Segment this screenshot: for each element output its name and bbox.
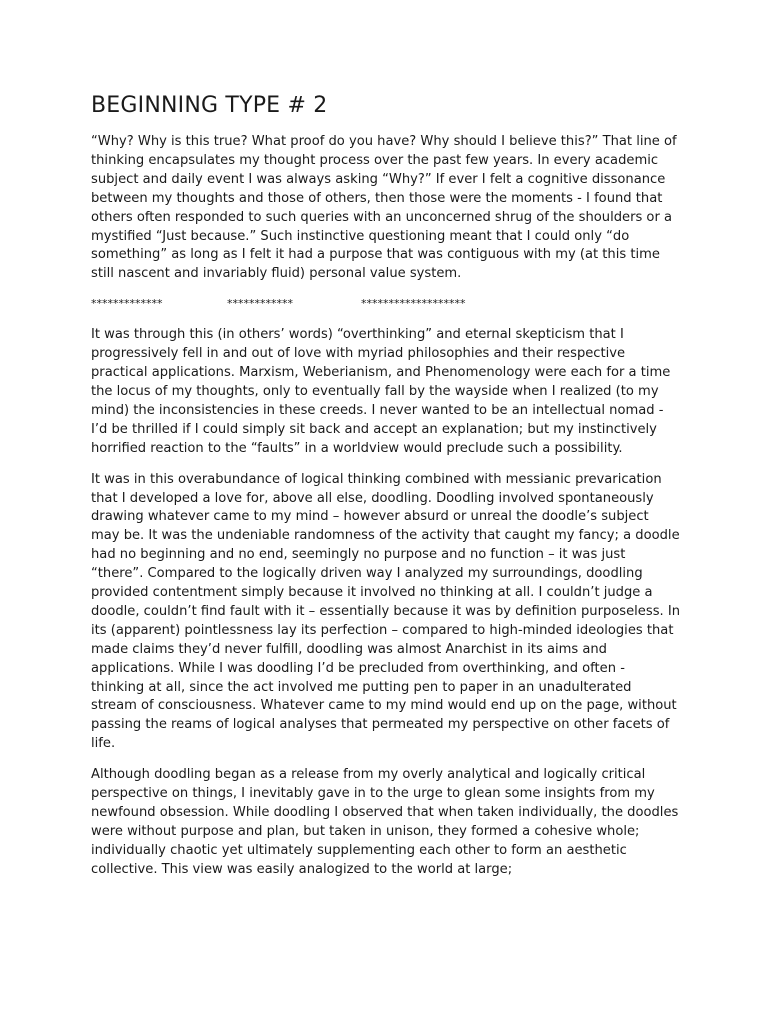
document-title: BEGINNING TYPE # 2	[91, 93, 328, 118]
paragraph-1: “Why? Why is this true? What proof do you have? Why should I believe this?” That line of thinking encapsulates my thought process over the past few years. In every academic subject and daily event I was always asking “Why?” If ever I felt a cognitive dissonance between my thoughts and those of others, then those were the moments - I found that others often responded to such queries with an unconcerned shrug of the shoulders or a mystified “Just because.” Such instinctive questioning meant that I could only “do something” as long as I felt it had a purpose that was contiguous with my (at this time still nascent and invariably fluid) personal value system.	[91, 134, 677, 282]
paragraph-2: It was through this (in others’ words) “overthinking” and eternal skepticism that I progressively fell in and out of love with myriad philosophies and their respective practical applications. Marxism, Weberianism, and Phenomenology were each for a time the locus of my thoughts, only to eventually fall by the wayside when I realized (to my mind) the inconsistencies in these creeds. I never wanted to be an intellectual nomad - I’d be thrilled if I could simply sit back and accept an explanation; but my instinctively horrified reaction to the “faults” in a worldview would preclude such a possibility.	[91, 327, 671, 456]
paragraph-4: Although doodling began as a release from my overly analytical and logically critical perspective on things, I inevitably gave in to the urge to glean some insights from my newfound obsession. While doodling I observed that when taken individually, the doodles were without purpose and plan, but taken in unison, they formed a cohesive whole; individually chaotic yet ultimately supplementing each other to form an aesthetic collective. This view was easily analogized to the world at large;	[91, 767, 679, 877]
separator-part-2: ************	[227, 297, 293, 311]
separator-part-1: *************	[91, 297, 163, 311]
document-page	[91, 91, 681, 892]
separator-part-3: *******************	[361, 297, 466, 311]
paragraph-3: It was in this overabundance of logical thinking combined with messianic prevarication that I developed a love for, above all else, doodling. Doodling involved spontaneously drawing whatever came to my mind – however absurd or unreal the doodle’s subject may be. It was the undeniable randomness of the activity that caught my fancy; a doodle had no beginning and no end, seemingly no purpose and no function – it was just “there”. Compared to the logically driven way I analyzed my surroundings, doodling provided contentment simply because it involved no thinking at all. I couldn’t judge a doodle, couldn’t find fault with it – essentially because it was by definition purposeless. In its (apparent) pointlessness lay its perfection – compared to high-minded ideologies that made claims they’d never fulfill, doodling was almost Anarchist in its aims and applications. While I was doodling I’d be precluded from overthinking, and often - thinking at all, since the act involved me putting pen to paper in an unadulterated stream of consciousness. Whatever came to my mind would end up on the page, without passing the reams of logical analyses that permeated my perspective on other facets of life.	[91, 471, 680, 752]
section-separator	[91, 296, 681, 312]
